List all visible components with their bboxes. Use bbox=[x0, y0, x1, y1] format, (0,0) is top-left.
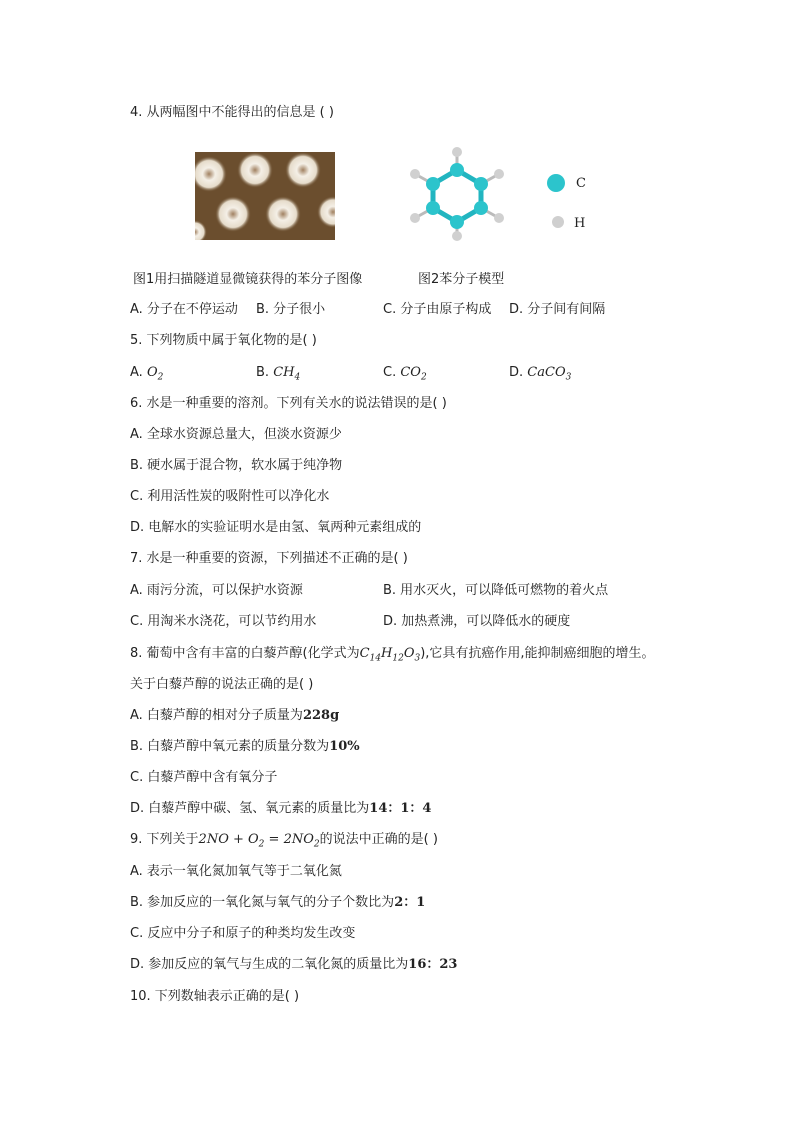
legend-h-label: H bbox=[574, 216, 586, 231]
q5-option-a-label: A. bbox=[130, 365, 143, 380]
q5-option-c-label: C. bbox=[383, 365, 397, 380]
q6-option-b[interactable]: B. 硬水属于混合物，软水属于纯净物 bbox=[130, 458, 343, 473]
q5-option-c-formula: $CO_2$ bbox=[400, 365, 427, 383]
q4-option-b[interactable]: B. 分子很小 bbox=[256, 302, 326, 317]
q4-option-d[interactable]: D. 分子间有间隔 bbox=[509, 302, 606, 317]
q9-option-a[interactable]: A. 表示一氧化氮加氧气等于二氧化氮 bbox=[130, 864, 342, 879]
q5-option-a-formula: $O_2$ bbox=[146, 365, 164, 383]
q8-option-c[interactable]: C. 白藜芦醇中含有氧分子 bbox=[130, 770, 278, 785]
q8-option-d[interactable]: D. 白藜芦醇中碳、氢、氧元素的质量比为14：1：4 bbox=[130, 801, 432, 816]
q8-option-a[interactable]: A. 白藜芦醇的相对分子质量为228g bbox=[130, 708, 340, 723]
figure-1-caption: 图1用扫描隧道显微镜获得的苯分子图像 bbox=[133, 272, 363, 287]
q9-stem-part-a: 9. 下列关于 bbox=[130, 832, 199, 847]
q7-option-d[interactable]: D. 加热煮沸，可以降低水的硬度 bbox=[383, 614, 571, 629]
q8-stem-part-b: ),它具有抗癌作用,能抑制癌细胞的增生。 bbox=[420, 646, 655, 661]
resveratrol-formula: $C_{14}H_{12}O_3$ bbox=[359, 646, 421, 664]
q9-option-d[interactable]: D. 参加反应的氧气与生成的二氧化氮的质量比为16：23 bbox=[130, 957, 458, 972]
q7-option-c[interactable]: C. 用淘米水浇花，可以节约用水 bbox=[130, 614, 317, 629]
q4-option-c[interactable]: C. 分子由原子构成 bbox=[383, 302, 492, 317]
question-4-stem: 4. 从两幅图中不能得出的信息是 ( ) bbox=[130, 105, 334, 120]
carbon-atom-icon bbox=[546, 173, 566, 193]
q4-option-a[interactable]: A. 分子在不停运动 bbox=[130, 302, 238, 317]
question-7-stem: 7. 水是一种重要的资源，下列描述不正确的是( ) bbox=[130, 551, 408, 566]
q5-option-a[interactable] bbox=[130, 364, 163, 387]
q6-option-d[interactable]: D. 电解水的实验证明水是由氢、氧两种元素组成的 bbox=[130, 520, 422, 535]
benzene-model-svg bbox=[395, 140, 520, 245]
stm-benzene-image bbox=[195, 152, 335, 240]
stm-image-svg bbox=[195, 152, 335, 240]
q5-option-c[interactable] bbox=[383, 364, 427, 387]
benzene-model bbox=[395, 140, 520, 245]
q5-option-b-label: B. bbox=[256, 365, 270, 380]
q6-option-a[interactable]: A. 全球水资源总量大，但淡水资源少 bbox=[130, 427, 342, 442]
q7-option-b[interactable]: B. 用水灭火，可以降低可燃物的着火点 bbox=[383, 583, 609, 598]
q5-option-b-formula: $CH_4$ bbox=[273, 365, 301, 383]
hydrogen-atom-icon bbox=[551, 215, 565, 229]
q5-option-d-label: D. bbox=[509, 365, 524, 380]
question-9-stem bbox=[130, 831, 438, 854]
question-10-stem: 10. 下列数轴表示正确的是( ) bbox=[130, 989, 300, 1004]
question-8-stem bbox=[130, 645, 655, 668]
question-8-stem-continued: 关于白藜芦醇的说法正确的是( ) bbox=[130, 677, 314, 692]
q9-stem-part-b: 的说法中正确的是( ) bbox=[319, 832, 438, 847]
reaction-equation: $2NO + O_2 = 2NO_2$ bbox=[198, 832, 320, 850]
figure-2-caption: 图2苯分子模型 bbox=[418, 272, 505, 287]
q5-option-d-formula: CaCO$_3$ bbox=[527, 365, 572, 383]
question-6-stem: 6. 水是一种重要的溶剂。下列有关水的说法错误的是( ) bbox=[130, 396, 447, 411]
question-5-stem: 5. 下列物质中属于氧化物的是( ) bbox=[130, 333, 317, 348]
q9-option-c[interactable]: C. 反应中分子和原子的种类均发生改变 bbox=[130, 926, 356, 941]
q5-option-b[interactable] bbox=[256, 364, 300, 387]
q9-option-b[interactable]: B. 参加反应的一氧化氮与氧气的分子个数比为2：1 bbox=[130, 895, 426, 910]
legend-c-label: C bbox=[576, 176, 586, 191]
q8-stem-part-a: 8. 葡萄中含有丰富的白藜芦醇(化学式为 bbox=[130, 646, 360, 661]
q5-option-d[interactable] bbox=[509, 364, 571, 387]
q6-option-c[interactable]: C. 利用活性炭的吸附性可以净化水 bbox=[130, 489, 330, 504]
q8-option-b[interactable]: B. 白藜芦醇中氧元素的质量分数为10% bbox=[130, 739, 360, 754]
q7-option-a[interactable]: A. 雨污分流，可以保护水资源 bbox=[130, 583, 303, 598]
